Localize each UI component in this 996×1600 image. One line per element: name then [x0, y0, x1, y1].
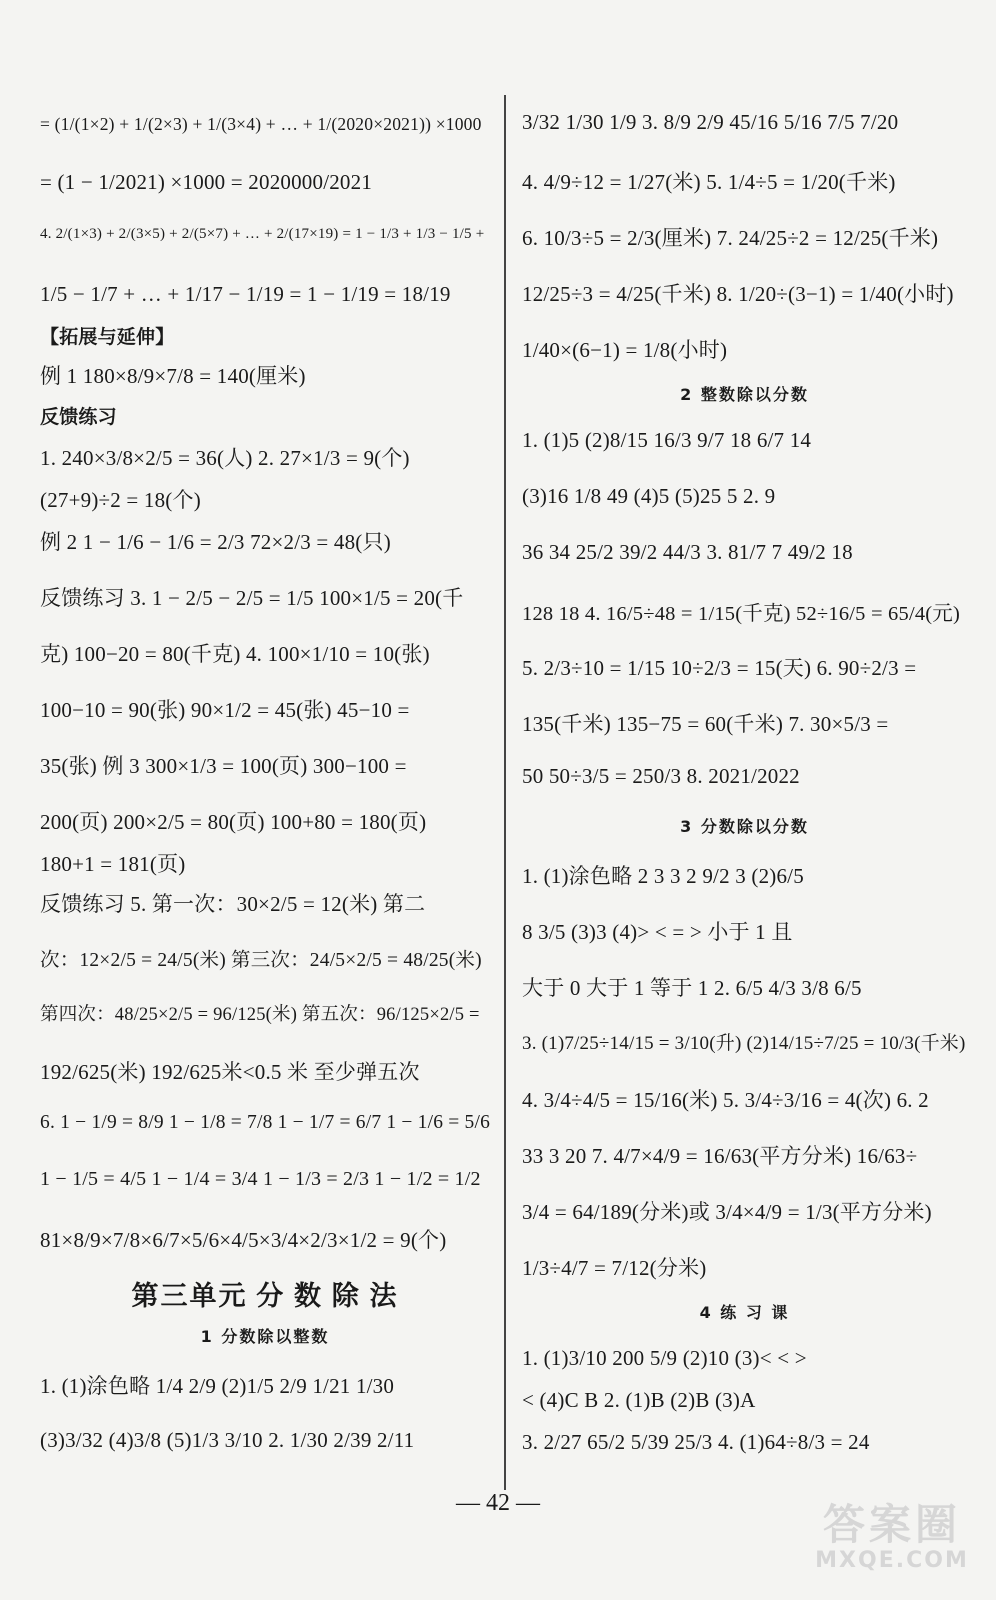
answer-line: 3. 2/27 65/2 5/39 25/3 4. (1)64÷8/3 = 24 [522, 1430, 870, 1454]
answer-line: 8 3/5 (3)3 (4)> < = > 小于 1 且 [522, 920, 793, 944]
answer-line: 50 50÷3/5 = 250/3 8. 2021/2022 [522, 764, 800, 788]
answer-line: 6. 1 − 1/9 = 8/9 1 − 1/8 = 7/8 1 − 1/7 = 6/7 1 − 1/6 = 5/6 [40, 1112, 491, 1133]
answer-line: 81×8/9×7/8×6/7×5/6×4/5×3/4×2/3×1/2 = 9(个) [40, 1228, 447, 1252]
example-line: 例 2 1 − 1/6 − 1/6 = 2/3 72×2/3 = 48(只) [40, 530, 391, 554]
watermark-logo [802, 1502, 982, 1582]
answer-line: 1/5 − 1/7 + … + 1/17 − 1/19 = 1 − 1/19 = 18/19 [40, 282, 451, 306]
answer-line: 36 34 25/2 39/2 44/3 3. 81/7 7 49/2 18 [522, 540, 853, 564]
answer-line: 4. 2/(1×3) + 2/(3×5) + 2/(5×7) + … + 2/(17×19) = 1 − 1/3 + 1/3 − 1/5 + [40, 226, 485, 242]
answer-line: = (1/(1×2) + 1/(2×3) + 1/(3×4) + … + 1/(2020×2021)) ×1000 [40, 114, 482, 134]
answer-line: 100−10 = 90(张) 90×1/2 = 45(张) 45−10 = [40, 698, 410, 722]
answer-line: = (1 − 1/2021) ×1000 = 2020000/2021 [40, 170, 373, 194]
answer-line: (3)3/32 (4)3/8 (5)1/3 3/10 2. 1/30 2/39 2/11 [40, 1428, 415, 1452]
watermark-url: MXQE.COM [815, 1548, 969, 1573]
answer-line: 135(千米) 135−75 = 60(千米) 7. 30×5/3 = [522, 712, 889, 736]
answer-line: 3/32 1/30 1/9 3. 8/9 2/9 45/16 5/16 7/5 7/20 [522, 110, 899, 134]
answer-line: 33 3 20 7. 4/7×4/9 = 16/63(平方分米) 16/63÷ [522, 1144, 918, 1168]
answer-line: 4. 3/4÷4/5 = 15/16(米) 5. 3/4÷3/16 = 4(次) 6. 2 [522, 1088, 929, 1112]
feedback-heading: 反馈练习 [40, 406, 117, 428]
answer-line: 128 18 4. 16/5÷48 = 1/15(千克) 52÷16/5 = 65/4(元) [522, 603, 961, 625]
lesson-title: 3 分数除以分数 [680, 817, 809, 836]
answer-line: 35(张) 例 3 300×1/3 = 100(页) 300−100 = [40, 754, 407, 778]
answer-line: 大于 0 大于 1 等于 1 2. 6/5 4/3 3/8 6/5 [522, 976, 862, 1000]
answer-line: < (4)C B 2. (1)B (2)B (3)A [522, 1388, 756, 1412]
lesson-title: 2 整数除以分数 [680, 385, 809, 404]
answer-line: 1/3÷4/7 = 7/12(分米) [522, 1256, 707, 1280]
answer-line: 3/4 = 64/189(分米)或 3/4×4/9 = 1/3(平方分米) [522, 1200, 932, 1224]
answer-line: 反馈练习 5. 第一次：30×2/5 = 12(米) 第二 [40, 892, 426, 916]
answer-line: (3)16 1/8 49 (4)5 (5)25 5 2. 9 [522, 484, 776, 508]
answer-line: 5. 2/3÷10 = 1/15 10÷2/3 = 15(天) 6. 90÷2/3 = [522, 656, 917, 680]
answer-line: 1/40×(6−1) = 1/8(小时) [522, 338, 728, 362]
answer-line: 第四次：48/25×2/5 = 96/125(米) 第五次：96/125×2/5 = [40, 1005, 480, 1025]
column-divider [504, 95, 506, 1490]
answer-line: 1. (1)涂色略 1/4 2/9 (2)1/5 2/9 1/21 1/30 [40, 1374, 395, 1398]
answer-line: 反馈练习 3. 1 − 2/5 − 2/5 = 1/5 100×1/5 = 20(千 [40, 586, 464, 610]
answer-line: 1. (1)3/10 200 5/9 (2)10 (3)< < > [522, 1346, 807, 1370]
answer-line: 12/25÷3 = 4/25(千米) 8. 1/20÷(3−1) = 1/40(小时) [522, 282, 954, 306]
lesson-title: 1 分数除以整数 [200, 1327, 330, 1346]
unit-title: 第三单元 分 数 除 法 [131, 1281, 399, 1311]
section-heading: 【拓展与延伸】 [40, 326, 175, 348]
answer-line: 克) 100−20 = 80(千克) 4. 100×1/10 = 10(张) [40, 642, 430, 666]
page-number: — 42 — [456, 1490, 540, 1516]
answer-line: 4. 4/9÷12 = 1/27(米) 5. 1/4÷5 = 1/20(千米) [522, 170, 896, 194]
answer-line: (27+9)÷2 = 18(个) [40, 488, 201, 512]
lesson-title: 4 练 习 课 [699, 1303, 790, 1322]
answer-line: 6. 10/3÷5 = 2/3(厘米) 7. 24/25÷2 = 12/25(千米) [522, 226, 939, 250]
answer-line: 200(页) 200×2/5 = 80(页) 100+80 = 180(页) [40, 810, 427, 834]
answer-line: 1. (1)5 (2)8/15 16/3 9/7 18 6/7 14 [522, 428, 812, 452]
example-line: 例 1 180×8/9×7/8 = 140(厘米) [40, 364, 306, 388]
answer-line: 3. (1)7/25÷14/15 = 3/10(升) (2)14/15÷7/25 = 10/3(千米) [522, 1033, 966, 1054]
answer-line: 192/625(米) 192/625米<0.5 米 至少弹五次 [40, 1060, 420, 1084]
answer-line: 1 − 1/5 = 4/5 1 − 1/4 = 3/4 1 − 1/3 = 2/3 1 − 1/2 = 1/2 [40, 1168, 481, 1190]
answer-line: 1. (1)涂色略 2 3 3 2 9/2 3 (2)6/5 [522, 864, 804, 888]
answer-line: 次：12×2/5 = 24/5(米) 第三次：24/5×2/5 = 48/25(米) [40, 950, 482, 971]
watermark-logo-text: 答案圈 [822, 1500, 961, 1549]
answer-line: 1. 240×3/8×2/5 = 36(人) 2. 27×1/3 = 9(个) [40, 446, 410, 470]
answer-line: 180+1 = 181(页) [40, 852, 186, 876]
